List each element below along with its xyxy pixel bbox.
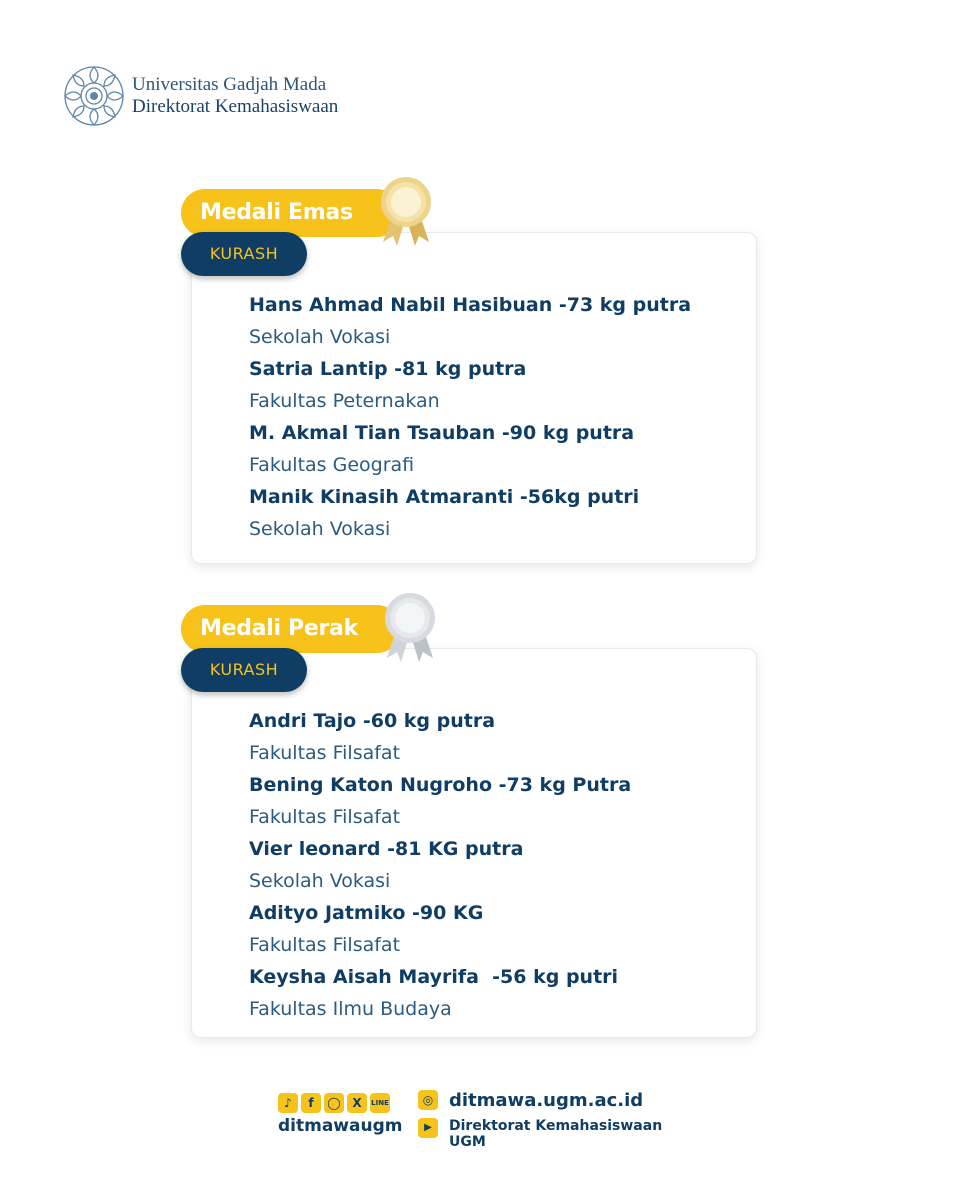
- athlete-faculty: Sekolah Vokasi: [249, 518, 391, 540]
- athlete-faculty: Fakultas Filsafat: [249, 806, 401, 828]
- athlete-name: Manik Kinasih Atmaranti -56kg putri: [249, 486, 640, 508]
- ugm-seal-logo: [62, 64, 126, 128]
- youtube-icon: ▶: [418, 1118, 438, 1138]
- silver-section-title: Medali Perak: [181, 605, 401, 653]
- list-item: [249, 417, 691, 481]
- social-icons: [278, 1093, 390, 1113]
- silver-medal-icon: [379, 588, 441, 666]
- university-name: Universitas Gadjah Mada: [132, 74, 327, 96]
- list-item: [249, 481, 691, 545]
- athlete-name: M. Akmal Tian Tsauban -90 kg putra: [249, 422, 635, 444]
- athlete-faculty: Sekolah Vokasi: [249, 326, 391, 348]
- athlete-name: Bening Katon Nugroho -73 kg Putra: [249, 774, 632, 796]
- list-item: [249, 353, 691, 417]
- athlete-name: Vier leonard -81 KG putra: [249, 838, 524, 860]
- line-icon[interactable]: LINE: [370, 1093, 390, 1113]
- athlete-name: Hans Ahmad Nabil Hasibuan -73 kg putra: [249, 294, 692, 316]
- athlete-faculty: Fakultas Geografi: [249, 454, 415, 476]
- instagram-icon[interactable]: ◯: [324, 1093, 344, 1113]
- athlete-faculty: Fakultas Peternakan: [249, 390, 440, 412]
- gold-sport-pill: KURASH: [181, 232, 307, 276]
- athlete-faculty: Fakultas Ilmu Budaya: [249, 998, 452, 1020]
- gold-section-title: Medali Emas: [181, 189, 401, 237]
- athlete-name: Keysha Aisah Mayrifa -56 kg putri: [249, 966, 619, 988]
- youtube-channel-link[interactable]: Direktorat Kemahasiswaan UGM: [449, 1118, 663, 1150]
- directorate-name: Direktorat Kemahasiswaan: [132, 96, 339, 117]
- athlete-faculty: Fakultas Filsafat: [249, 934, 401, 956]
- list-item: [249, 289, 691, 353]
- header: [62, 64, 338, 128]
- silver-sport-pill: KURASH: [181, 648, 307, 692]
- globe-icon: ◎: [418, 1090, 438, 1110]
- athlete-faculty: Fakultas Filsafat: [249, 742, 401, 764]
- athlete-name: Andri Tajo -60 kg putra: [249, 710, 496, 732]
- tiktok-icon[interactable]: ♪: [278, 1093, 298, 1113]
- silver-entries: [249, 705, 631, 1025]
- athlete-faculty: Sekolah Vokasi: [249, 870, 391, 892]
- gold-entries: [249, 289, 691, 545]
- footer: [278, 1090, 698, 1150]
- list-item: [249, 897, 631, 961]
- gold-medal-icon: [375, 172, 437, 250]
- facebook-icon[interactable]: f: [301, 1093, 321, 1113]
- social-handle[interactable]: ditmawaugm: [278, 1116, 403, 1136]
- athlete-name: Adityo Jatmiko -90 KG: [249, 902, 484, 924]
- athlete-name: Satria Lantip -81 kg putra: [249, 358, 527, 380]
- x-icon[interactable]: X: [347, 1093, 367, 1113]
- list-item: [249, 705, 631, 769]
- list-item: [249, 833, 631, 897]
- website-link[interactable]: ditmawa.ugm.ac.id: [449, 1090, 644, 1111]
- list-item: [249, 769, 631, 833]
- list-item: [249, 961, 631, 1025]
